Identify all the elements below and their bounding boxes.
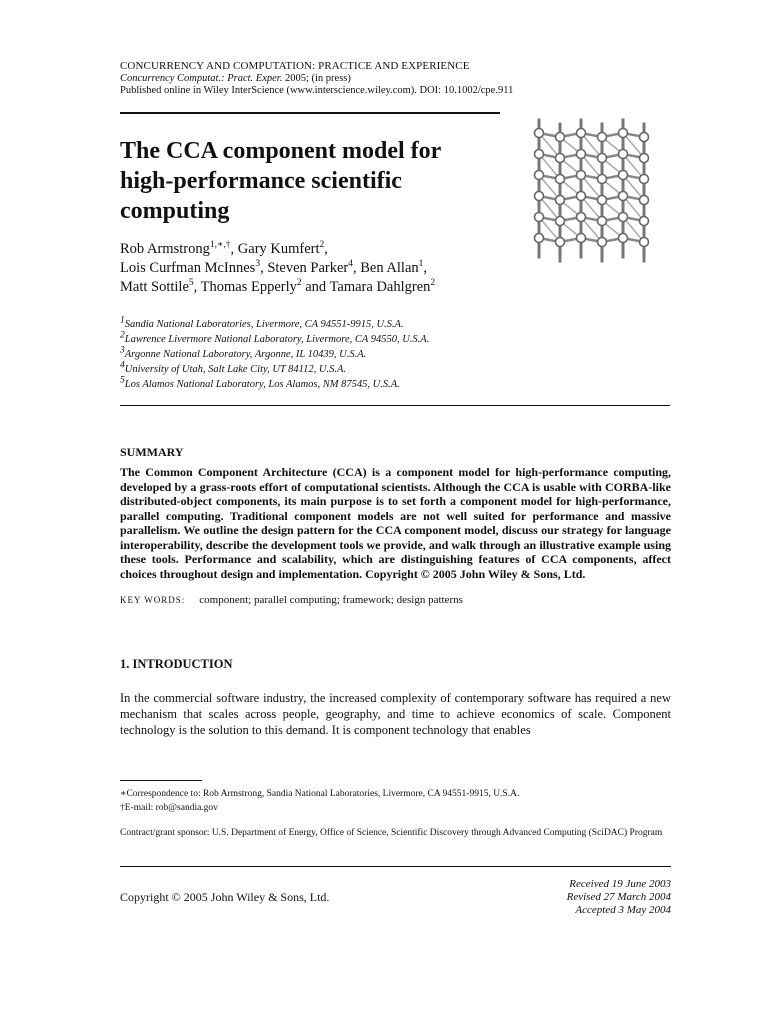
logo-node xyxy=(640,217,649,226)
affiliation-number: 1 xyxy=(120,315,125,326)
author-list xyxy=(120,240,500,297)
citation-line xyxy=(120,73,351,84)
logo-node xyxy=(535,129,544,138)
author-name: Steven Parker xyxy=(267,260,349,276)
journal-name: CONCURRENCY AND COMPUTATION: PRACTICE AND EXPERIENCE xyxy=(120,60,470,72)
affiliation-item xyxy=(120,347,540,362)
logo-node xyxy=(535,192,544,201)
logo-node xyxy=(556,217,565,226)
keywords-text: component; parallel computing; framework; design patterns xyxy=(199,594,463,606)
published-line: Published online in Wiley InterScience (www.interscience.wiley.com). DOI: 10.1002/cpe.911 xyxy=(120,85,514,96)
logo-node xyxy=(640,238,649,247)
author-affiliation-marker: 3 xyxy=(255,259,261,270)
logo-node xyxy=(619,192,628,201)
logo-node xyxy=(556,175,565,184)
keywords xyxy=(120,594,463,606)
footnote-correspondence: ∗Correspondence to: Rob Armstrong, Sandia National Laboratories, Livermore, CA 94551-9915, U.S.A. xyxy=(120,789,520,799)
logo-node xyxy=(577,192,586,201)
logo-node xyxy=(577,150,586,159)
logo-node xyxy=(598,196,607,205)
logo-node xyxy=(577,129,586,138)
summary-text: The Common Component Architecture (CCA) is a component model for high-performance computing, developed by a grass-roots effort of computational scientists. Although the CCA is usable with CORBA-like distributed-object components, its main purpose is to set forth a component model for high-performance, parallel computing. Traditional component models are not well suited for performance and massive parallelism. We outline the design pattern for the CCA component model, discuss our strategy for language interoperability, describe the development tools we provide, and walk through an illustrative example using these tools. Performance and scalability, which are distinguishing features of CCA components, affect choices throughout design and implementation. Copyright © 2005 John Wiley & Sons, Ltd. xyxy=(120,465,671,581)
citation-rest: 2005; (in press) xyxy=(282,73,351,84)
footnote-rule xyxy=(120,780,202,781)
logo-node xyxy=(619,171,628,180)
author-affiliation-marker: 1 xyxy=(418,259,424,270)
logo-node xyxy=(556,238,565,247)
author-separator: , xyxy=(423,260,428,276)
logo-node xyxy=(577,171,586,180)
author-name: Matt Sottile xyxy=(120,279,189,295)
affiliation-number: 3 xyxy=(120,345,125,356)
footnote-grant: Contract/grant sponsor: U.S. Department of Energy, Office of Science, Scientific Discovery through Advanced Computing (SciDAC) Program xyxy=(120,828,663,838)
logo-node xyxy=(535,213,544,222)
logo-node xyxy=(640,175,649,184)
author-name: Lois Curfman McInnes xyxy=(120,260,256,276)
author-separator: , xyxy=(353,260,361,276)
logo-node xyxy=(619,234,628,243)
affiliation-text: Sandia National Laboratories, Livermore, CA 94551-9915, U.S.A. xyxy=(124,319,404,330)
footnote-email: †E-mail: rob@sandia.gov xyxy=(120,803,218,813)
author-affiliation-marker: 4 xyxy=(348,259,353,270)
author-separator: , xyxy=(260,260,268,276)
logo-node xyxy=(640,133,649,142)
logo-node xyxy=(556,154,565,163)
summary-heading: SUMMARY xyxy=(120,445,184,459)
logo-node xyxy=(535,234,544,243)
section-rule xyxy=(120,405,670,406)
received-date: Received 19 June 2003 xyxy=(569,878,671,890)
affiliation-number: 2 xyxy=(120,330,125,341)
author-affiliation-marker: 2 xyxy=(430,278,436,289)
author-affiliation-marker: 1,∗,† xyxy=(209,240,231,251)
logo-node xyxy=(556,196,565,205)
affiliation-text: Argonne National Laboratory, Argonne, IL 10439, U.S.A. xyxy=(124,349,367,360)
author-name: Tamara Dahlgren xyxy=(329,279,431,295)
author-name: Thomas Epperly xyxy=(200,279,297,295)
affiliation-text: Lawrence Livermore National Laboratory, Livermore, CA 94550, U.S.A. xyxy=(124,334,430,345)
footer-rule xyxy=(120,866,671,867)
accepted-date: Accepted 3 May 2004 xyxy=(575,904,671,916)
citation-journal: Concurrency Computat.: Pract. Exper. xyxy=(120,73,283,84)
introduction-text: In the commercial software industry, the increased complexity of contemporary software has required a new mechanism that scales across people, geography, and time to achieve economics of scale. Component technology is the solution to this demand. It is component technology that enables xyxy=(120,691,671,737)
copyright-line: Copyright © 2005 John Wiley & Sons, Ltd. xyxy=(120,890,330,904)
affiliation-item xyxy=(120,317,540,332)
author-affiliation-marker: 5 xyxy=(188,278,194,289)
logo-node xyxy=(640,154,649,163)
affiliation-text: University of Utah, Salt Lake City, UT 84112, U.S.A. xyxy=(124,364,347,375)
author-separator: , xyxy=(230,241,238,257)
logo-node xyxy=(619,213,628,222)
logo-node xyxy=(556,133,565,142)
top-rule xyxy=(120,112,500,114)
author-separator: , xyxy=(193,279,201,295)
affiliation-number: 4 xyxy=(120,360,125,371)
section-heading: 1. INTRODUCTION xyxy=(120,657,233,671)
author-name: Gary Kumfert xyxy=(237,241,320,257)
logo-node xyxy=(640,196,649,205)
author-separator: and xyxy=(301,279,330,295)
revised-date: Revised 27 March 2004 xyxy=(566,891,671,903)
affiliation-item xyxy=(120,332,540,347)
publication-dates xyxy=(480,878,671,917)
affiliation-list xyxy=(120,317,540,392)
affiliation-item xyxy=(120,362,540,377)
logo-node xyxy=(577,234,586,243)
paper-title: The CCA component model for high-performance scientific computing xyxy=(120,138,441,224)
logo-node xyxy=(598,175,607,184)
author-affiliation-marker: 2 xyxy=(296,278,302,289)
logo-node xyxy=(619,129,628,138)
keywords-label: KEY WORDS: xyxy=(120,595,186,605)
logo-node xyxy=(577,213,586,222)
author-name: Ben Allan xyxy=(360,260,419,276)
author-separator: , xyxy=(324,241,328,257)
affiliation-number: 5 xyxy=(120,375,125,386)
journal-grid-logo xyxy=(525,115,675,315)
affiliation-item xyxy=(120,377,540,392)
logo-node xyxy=(598,238,607,247)
author-affiliation-marker: 2 xyxy=(319,240,325,251)
logo-node xyxy=(535,150,544,159)
logo-node xyxy=(598,154,607,163)
logo-node xyxy=(598,133,607,142)
affiliation-text: Los Alamos National Laboratory, Los Alamos, NM 87545, U.S.A. xyxy=(124,379,400,390)
logo-node xyxy=(619,150,628,159)
logo-node xyxy=(598,217,607,226)
author-name: Rob Armstrong xyxy=(120,241,210,257)
logo-node xyxy=(535,171,544,180)
